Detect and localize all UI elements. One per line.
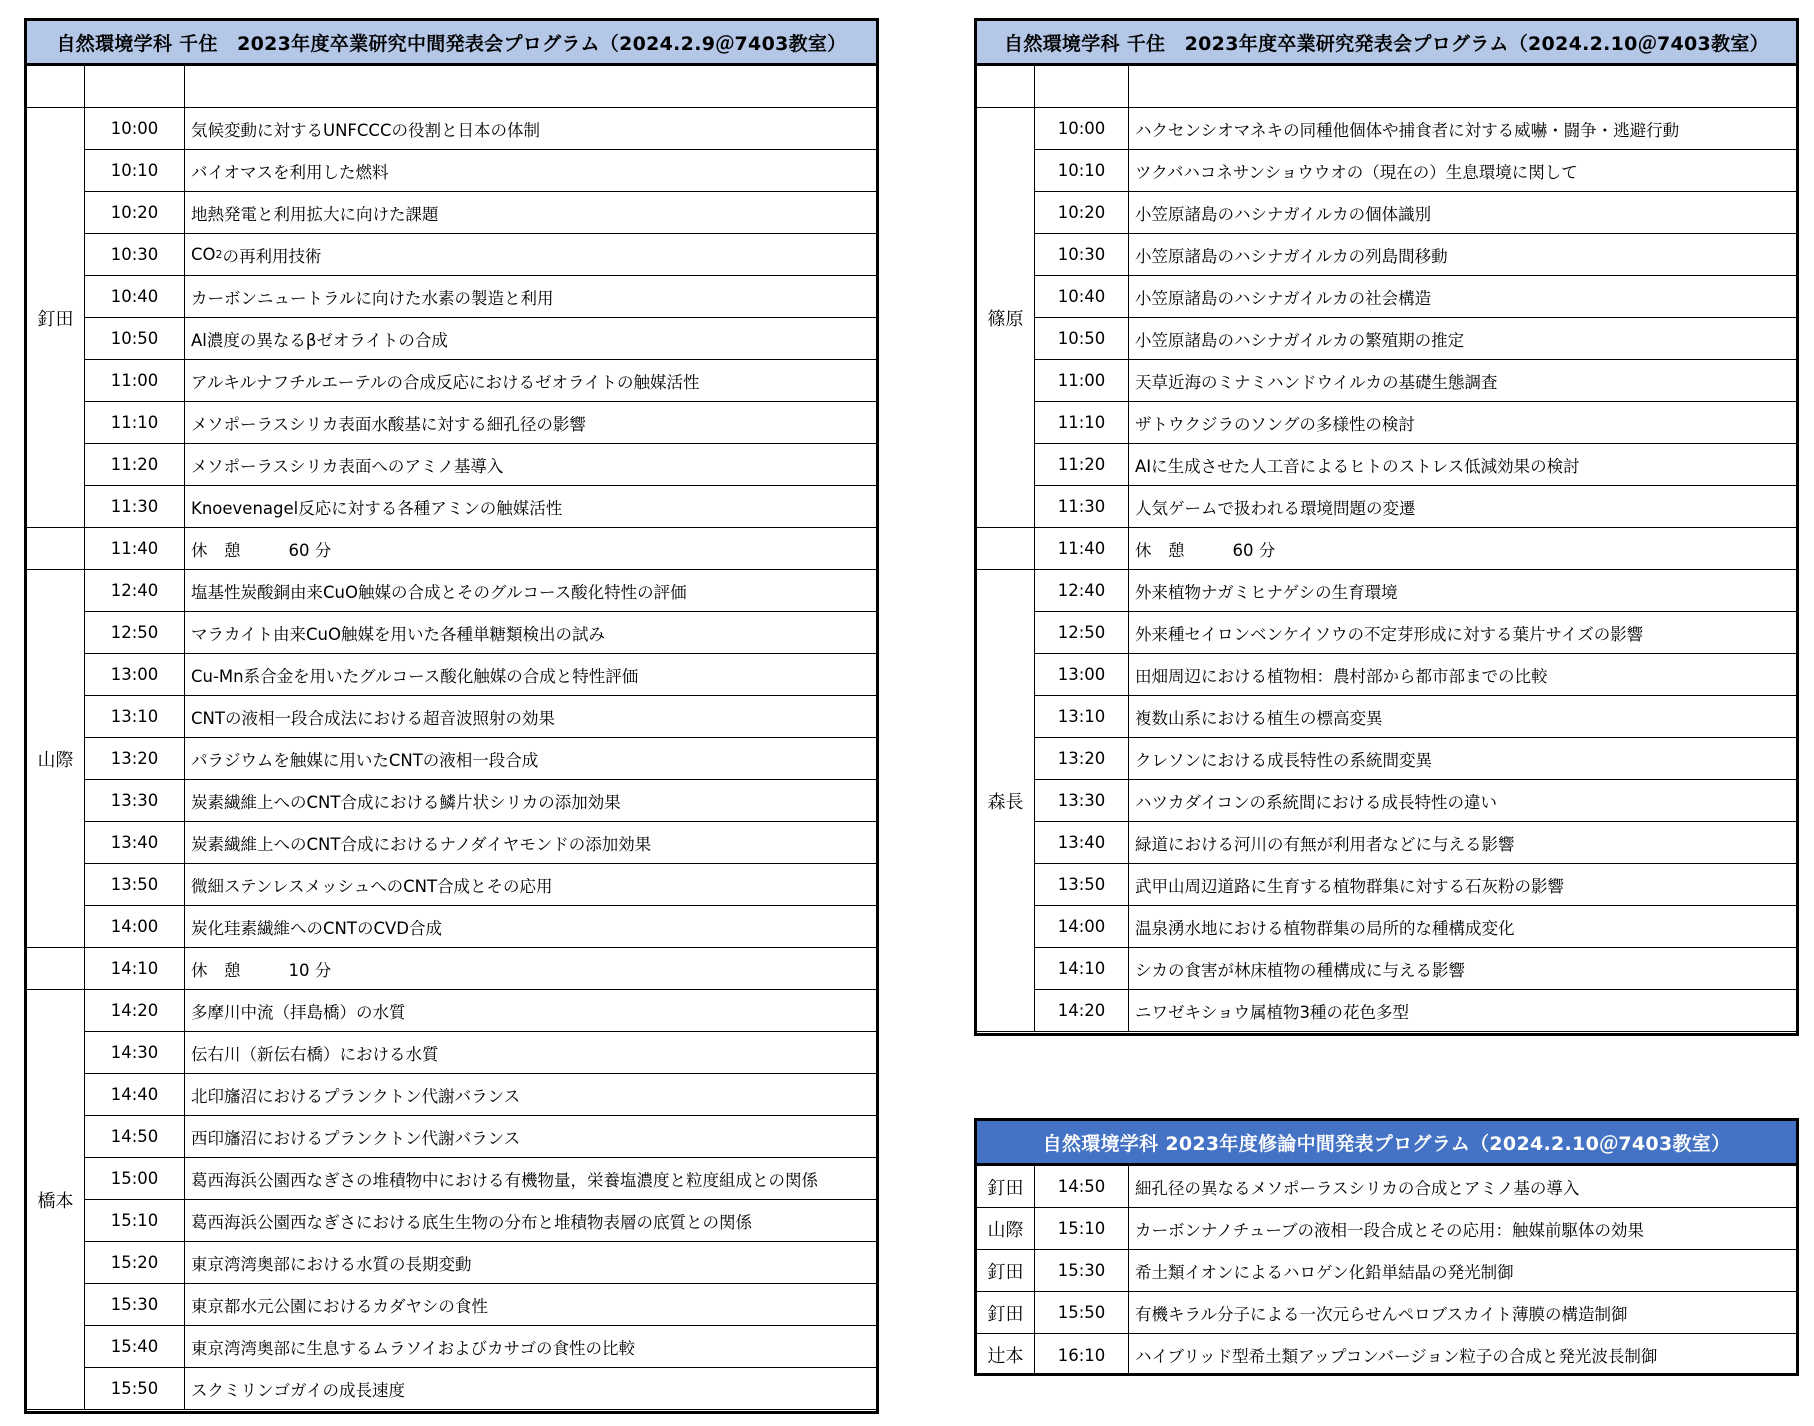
program-row: [977, 864, 1796, 906]
program-row: [27, 402, 876, 444]
break-duration: 60 分: [288, 540, 332, 560]
title-cell: ハクセンシオマネキの同種他個体や捕食者に対する威嚇・闘争・逃避行動: [1135, 120, 1680, 140]
break-name-cell: [977, 528, 1035, 569]
time-cell: 14:00: [1035, 906, 1129, 947]
master-time: 16:10: [1035, 1334, 1129, 1376]
right-table-grid: [977, 66, 1796, 1032]
program-row: [27, 360, 876, 402]
header-title-cell: [1129, 66, 1796, 107]
time-cell: 13:10: [1035, 696, 1129, 737]
program-row: [27, 444, 876, 486]
master-name: 釘田: [977, 1250, 1035, 1291]
time-cell: 11:00: [85, 360, 185, 401]
program-row: [27, 1368, 876, 1410]
title-cell: CNTの液相一段合成法における超音波照射の効果: [191, 708, 555, 728]
program-row: [27, 738, 876, 780]
program-row: [27, 1116, 876, 1158]
program-row: [977, 822, 1796, 864]
title-cell: 小笠原諸島のハシナガイルカの個体識別: [1135, 204, 1432, 224]
title-cell: メソポーラスシリカ表面水酸基に対する細孔径の影響: [191, 414, 586, 434]
title-cell: CO 2 の再利用技術: [191, 245, 322, 266]
title-cell: 緑道における河川の有無が利用者などに与える影響: [1135, 834, 1515, 854]
master-title: カーボンナノチューブの液相一段合成とその応用：触媒前駆体の効果: [1135, 1220, 1645, 1240]
title-cell: ザトウクジラのソングの多様性の検討: [1135, 414, 1415, 434]
program-row: [27, 822, 876, 864]
master-name: 釘田: [977, 1292, 1035, 1333]
time-cell: 10:00: [85, 108, 185, 149]
master-name: 釘田: [977, 1166, 1035, 1207]
master-row: [977, 1334, 1796, 1376]
time-cell: 11:30: [85, 486, 185, 527]
program-row: [27, 192, 876, 234]
time-cell: 10:30: [1035, 234, 1129, 275]
program-row: [977, 318, 1796, 360]
time-cell: 10:20: [85, 192, 185, 233]
time-cell: 10:10: [1035, 150, 1129, 191]
break-text: 休 憩: [191, 960, 241, 980]
time-cell: 13:20: [85, 738, 185, 779]
program-row: [977, 948, 1796, 990]
title-cell: 伝右川（新伝右橋）における水質: [191, 1044, 439, 1064]
break-time: 11:40: [85, 528, 185, 569]
break-label: [1129, 528, 1796, 569]
program-row: [977, 780, 1796, 822]
break-duration: 10 分: [288, 960, 332, 980]
title-cell: AIに生成させた人工音によるヒトのストレス低減効果の検討: [1135, 456, 1580, 476]
time-cell: 11:10: [85, 402, 185, 443]
time-cell: 14:00: [85, 906, 185, 947]
title-cell: シカの食害が林床植物の種構成に与える影響: [1135, 960, 1465, 980]
header-row: [977, 66, 1796, 108]
title-cell: 外来種セイロンベンケイソウの不定芽形成に対する葉片サイズの影響: [1135, 624, 1644, 644]
title-cell: 西印旛沼におけるプランクトン代謝バランス: [191, 1128, 521, 1148]
time-cell: 14:30: [85, 1032, 185, 1073]
program-row: [27, 780, 876, 822]
header-name-cell: [27, 66, 85, 107]
master-name: 山際: [977, 1208, 1035, 1249]
time-cell: 10:50: [1035, 318, 1129, 359]
break-label: [185, 948, 876, 989]
title-cell: 多摩川中流（拝島橋）の水質: [191, 1002, 406, 1022]
time-cell: 11:30: [1035, 486, 1129, 527]
break-time: 11:40: [1035, 528, 1129, 569]
title-cell: 人気ゲームで扱われる環境問題の変遷: [1135, 498, 1416, 518]
master-time: 15:10: [1035, 1208, 1129, 1249]
title-cell: 葛西海浜公園西なぎさにおける底生生物の分布と堆積物表層の底質との関係: [191, 1212, 752, 1232]
title-cell: 葛西海浜公園西なぎさの堆積物中における有機物量，栄養塩濃度と粒度組成との関係: [191, 1170, 818, 1190]
title-cell: ハツカダイコンの系統間における成長特性の違い: [1135, 792, 1498, 812]
break-label: [185, 528, 876, 569]
program-row: [977, 234, 1796, 276]
master-row: [977, 1166, 1796, 1208]
title-cell: 気候変動に対するUNFCCCの役割と日本の体制: [191, 120, 540, 140]
program-row: [977, 360, 1796, 402]
break-duration: 60 分: [1232, 540, 1276, 560]
left-presenter-name: 橋本: [27, 990, 85, 1410]
program-row: [27, 654, 876, 696]
break-row: [27, 528, 876, 570]
time-cell: 13:00: [1035, 654, 1129, 695]
program-row: [27, 486, 876, 528]
right-program-table: [974, 18, 1799, 1036]
break-name-cell: [27, 528, 85, 569]
time-cell: 12:50: [1035, 612, 1129, 653]
program-row: [977, 150, 1796, 192]
program-row: [27, 1242, 876, 1284]
master-title: 有機キラル分子による一次元らせんペロブスカイト薄膜の構造制御: [1135, 1304, 1628, 1324]
break-text: 休 憩: [191, 540, 241, 560]
time-cell: 14:50: [85, 1116, 185, 1157]
title-cell: 炭素繊維上へのCNT合成におけるナノダイヤモンドの添加効果: [191, 834, 652, 854]
program-row: [27, 276, 876, 318]
master-table-title: 自然環境学科 2023年度修論中間発表プログラム（2024.2.10＠7403教室）: [977, 1121, 1796, 1166]
program-row: [27, 1326, 876, 1368]
program-row: [977, 906, 1796, 948]
title-cell: ニワゼキショウ属植物3種の花色多型: [1135, 1002, 1410, 1022]
program-row: [977, 990, 1796, 1032]
time-cell: 14:20: [1035, 990, 1129, 1031]
program-row: [977, 108, 1796, 150]
master-title: 希土類イオンによるハロゲン化鉛単結晶の発光制御: [1135, 1262, 1514, 1282]
time-cell: 15:40: [85, 1326, 185, 1367]
master-time: 15:30: [1035, 1250, 1129, 1291]
title-cell: スクミリンゴガイの成長速度: [191, 1380, 406, 1400]
title-cell: 地熱発電と利用拡大に向けた課題: [191, 204, 439, 224]
left-presenter-name: 山際: [27, 570, 85, 948]
break-name-cell: [27, 948, 85, 989]
title-cell: バイオマスを利用した燃料: [191, 162, 389, 182]
title-cell: Al濃度の異なるβゼオライトの合成: [191, 330, 448, 350]
title-cell: 東京湾湾奥部に生息するムラソイおよびカサゴの食性の比較: [191, 1338, 636, 1358]
program-row: [27, 1284, 876, 1326]
header-title-cell: [185, 66, 876, 107]
program-row: [27, 990, 876, 1032]
title-cell: 田畑周辺における植物相：農村部から都市部までの比較: [1135, 666, 1548, 686]
time-cell: 11:10: [1035, 402, 1129, 443]
time-cell: 13:50: [85, 864, 185, 905]
header-time-cell: [85, 66, 185, 107]
title-cell: 炭素繊維上へのCNT合成における鱗片状シリカの添加効果: [191, 792, 621, 812]
time-cell: 13:40: [85, 822, 185, 863]
program-row: [977, 192, 1796, 234]
left-table-grid: [27, 66, 876, 1410]
time-cell: 15:50: [85, 1368, 185, 1409]
time-cell: 13:10: [85, 696, 185, 737]
subscript: 2: [215, 248, 223, 261]
program-row: [977, 570, 1796, 612]
program-row: [27, 570, 876, 612]
title-cell: 温泉湧水地における植物群集の局所的な種構成変化: [1135, 918, 1515, 938]
title-cell: マラカイト由来CuO触媒を用いた各種単糖類検出の試み: [191, 624, 605, 644]
program-row: [27, 1200, 876, 1242]
program-row: [977, 696, 1796, 738]
program-row: [27, 1032, 876, 1074]
title-cell: アルキルナフチルエーテルの合成反応におけるゼオライトの触媒活性: [191, 372, 700, 392]
time-cell: 12:40: [1035, 570, 1129, 611]
title-cell: 東京湾湾奥部における水質の長期変動: [191, 1254, 472, 1274]
master-title: 細孔径の異なるメソポーラスシリカの合成とアミノ基の導入: [1135, 1178, 1580, 1198]
program-row: [27, 108, 876, 150]
title-cell: パラジウムを触媒に用いたCNTの液相一段合成: [191, 750, 539, 770]
time-cell: 10:40: [1035, 276, 1129, 317]
break-time: 14:10: [85, 948, 185, 989]
time-cell: 13:40: [1035, 822, 1129, 863]
master-table-grid: [977, 1166, 1796, 1376]
right-presenter-name: 森長: [977, 570, 1035, 1032]
time-cell: 10:40: [85, 276, 185, 317]
time-cell: 10:50: [85, 318, 185, 359]
time-cell: 11:00: [1035, 360, 1129, 401]
program-row: [977, 444, 1796, 486]
title-cell: 微細ステンレスメッシュへのCNT合成とその応用: [191, 876, 553, 896]
title-cell: 炭化珪素繊維へのCNTのCVD合成: [191, 918, 442, 938]
title-cell: メソポーラスシリカ表面へのアミノ基導入: [191, 456, 504, 476]
time-cell: 13:00: [85, 654, 185, 695]
right-presenter-name: 篠原: [977, 108, 1035, 528]
time-cell: 11:20: [1035, 444, 1129, 485]
time-cell: 13:20: [1035, 738, 1129, 779]
time-cell: 10:30: [85, 234, 185, 275]
left-table-title: 自然環境学科 千住 2023年度卒業研究中間発表会プログラム（2024.2.9＠7403教室）: [27, 21, 876, 66]
title-cell: 東京都水元公園におけるカダヤシの食性: [191, 1296, 488, 1316]
title-cell: 北印旛沼におけるプランクトン代謝バランス: [191, 1086, 521, 1106]
master-name: 辻本: [977, 1334, 1035, 1376]
program-row: [27, 1074, 876, 1116]
program-row: [27, 612, 876, 654]
time-cell: 10:10: [85, 150, 185, 191]
program-row: [27, 1158, 876, 1200]
header-time-cell: [1035, 66, 1129, 107]
program-row: [977, 276, 1796, 318]
title-cell: Cu-Mn系合金を用いたグルコース酸化触媒の合成と特性評価: [191, 666, 639, 686]
title-cell: Knoevenagel反応に対する各種アミンの触媒活性: [191, 498, 563, 518]
time-cell: 15:30: [85, 1284, 185, 1325]
program-row: [977, 402, 1796, 444]
program-row: [27, 318, 876, 360]
master-row: [977, 1208, 1796, 1250]
time-cell: 13:30: [85, 780, 185, 821]
left-program-table: [24, 18, 879, 1414]
title-cell: 小笠原諸島のハシナガイルカの社会構造: [1135, 288, 1432, 308]
title-cell: カーボンニュートラルに向けた水素の製造と利用: [191, 288, 554, 308]
master-row: [977, 1250, 1796, 1292]
program-row: [977, 612, 1796, 654]
program-row: [27, 234, 876, 276]
time-cell: 15:10: [85, 1200, 185, 1241]
master-title: ハイブリッド型希土類アップコンバージョン粒子の合成と発光波長制御: [1135, 1347, 1658, 1366]
header-name-cell: [977, 66, 1035, 107]
title-cell: ツクバハコネサンショウウオの（現在の）生息環境に関して: [1135, 162, 1578, 182]
time-cell: 11:20: [85, 444, 185, 485]
title-cell: 塩基性炭酸銅由来CuO触媒の合成とそのグルコース酸化特性の評価: [191, 582, 687, 602]
time-cell: 13:30: [1035, 780, 1129, 821]
program-row: [27, 864, 876, 906]
program-row: [977, 654, 1796, 696]
time-cell: 14:40: [85, 1074, 185, 1115]
title-cell: 天草近海のミナミハンドウイルカの基礎生態調査: [1135, 372, 1498, 392]
time-cell: 14:20: [85, 990, 185, 1031]
master-row: [977, 1292, 1796, 1334]
program-row: [977, 486, 1796, 528]
program-row: [27, 150, 876, 192]
break-row: [977, 528, 1796, 570]
title-cell: 複数山系における植生の標高変異: [1135, 708, 1383, 728]
master-time: 14:50: [1035, 1166, 1129, 1207]
title-cell: 外来植物ナガミヒナゲシの生育環境: [1135, 582, 1398, 602]
break-row: [27, 948, 876, 990]
break-text: 休 憩: [1135, 540, 1185, 560]
right-table-title: 自然環境学科 千住 2023年度卒業研究発表会プログラム（2024.2.10＠7403教室）: [977, 21, 1796, 66]
time-cell: 12:40: [85, 570, 185, 611]
program-row: [977, 738, 1796, 780]
time-cell: 10:20: [1035, 192, 1129, 233]
title-cell: 小笠原諸島のハシナガイルカの繁殖期の推定: [1135, 330, 1465, 350]
title-cell: 武甲山周辺道路に生育する植物群集に対する石灰粉の影響: [1135, 876, 1564, 896]
time-cell: 14:10: [1035, 948, 1129, 989]
program-row: [27, 906, 876, 948]
time-cell: 12:50: [85, 612, 185, 653]
title-cell: クレソンにおける成長特性の系統間変異: [1135, 750, 1432, 770]
program-row: [27, 696, 876, 738]
time-cell: 10:00: [1035, 108, 1129, 149]
time-cell: 15:00: [85, 1158, 185, 1199]
header-row: [27, 66, 876, 108]
master-program-table: [974, 1118, 1799, 1376]
title-cell: 小笠原諸島のハシナガイルカの列島間移動: [1135, 246, 1448, 266]
left-presenter-name: 釘田: [27, 108, 85, 528]
master-time: 15:50: [1035, 1292, 1129, 1333]
time-cell: 13:50: [1035, 864, 1129, 905]
time-cell: 15:20: [85, 1242, 185, 1283]
